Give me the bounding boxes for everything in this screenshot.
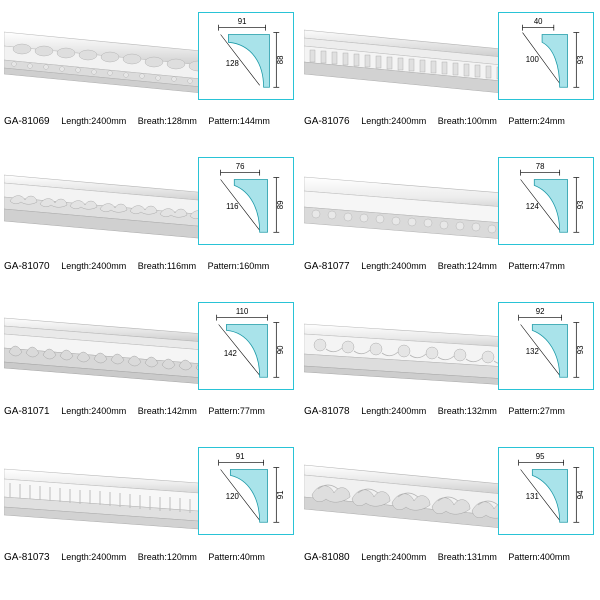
product-specs [61, 406, 274, 416]
product-cell [300, 290, 600, 435]
product-illustration [4, 153, 294, 261]
product-caption [4, 406, 296, 417]
profile-top-dim: 110 [235, 306, 249, 316]
profile-side-dim: 93 [576, 55, 586, 65]
profile-top-dim: 92 [535, 306, 545, 316]
profile-side-dim: 89 [276, 200, 286, 210]
spec-breath: Breath:120mm [137, 552, 197, 562]
profile-diagram [198, 302, 294, 390]
spec-breath: Breath:142mm [137, 406, 197, 416]
product-illustration [304, 298, 594, 406]
product-code: GA-81080 [304, 552, 350, 563]
profile-diagram [198, 157, 294, 245]
product-specs [361, 406, 574, 416]
product-code: GA-81071 [4, 406, 50, 417]
spec-pattern: Pattern:400mm [508, 552, 570, 562]
profile-top-dim: 95 [535, 451, 545, 461]
product-code: GA-81077 [304, 261, 350, 272]
product-cell [0, 0, 300, 145]
product-illustration [4, 443, 294, 551]
product-code: GA-81078 [304, 406, 350, 417]
product-cell [300, 0, 600, 145]
product-specs [61, 552, 274, 562]
spec-length: Length:2400mm [361, 552, 427, 562]
spec-breath: Breath:116mm [137, 261, 197, 271]
product-code: GA-81070 [4, 261, 50, 272]
product-specs [61, 116, 279, 126]
product-illustration [304, 443, 594, 551]
profile-face-dim: 132 [525, 346, 539, 356]
profile-diagram [498, 12, 594, 100]
profile-side-dim: 88 [276, 55, 286, 65]
product-code: GA-81073 [4, 552, 50, 563]
profile-diagram [498, 302, 594, 390]
spec-breath: Breath:131mm [437, 552, 497, 562]
spec-length: Length:2400mm [61, 406, 127, 416]
spec-pattern: Pattern:77mm [208, 406, 265, 416]
spec-pattern: Pattern:160mm [207, 261, 270, 271]
profile-diagram [498, 447, 594, 535]
product-illustration [4, 298, 294, 406]
spec-pattern: Pattern:144mm [208, 116, 270, 126]
spec-length: Length:2400mm [361, 116, 427, 126]
profile-top-dim: 78 [535, 161, 545, 171]
product-caption [4, 116, 296, 127]
profile-top-dim: 91 [235, 451, 245, 461]
profile-face-dim: 142 [223, 348, 237, 358]
product-caption [304, 261, 596, 272]
profile-face-dim: 120 [225, 491, 239, 501]
spec-length: Length:2400mm [61, 261, 127, 271]
spec-length: Length:2400mm [361, 406, 427, 416]
product-code: GA-81069 [4, 116, 50, 127]
product-cell [0, 435, 300, 585]
profile-diagram [198, 447, 294, 535]
profile-face-dim: 124 [525, 201, 539, 211]
profile-side-dim: 90 [276, 345, 286, 355]
product-illustration [304, 8, 594, 116]
profile-face-dim: 128 [225, 58, 239, 68]
product-cell [300, 145, 600, 290]
profile-top-dim: 76 [235, 161, 245, 171]
spec-pattern: Pattern:40mm [208, 552, 265, 562]
spec-pattern: Pattern:27mm [508, 406, 565, 416]
spec-pattern: Pattern:24mm [508, 116, 565, 126]
product-specs [361, 261, 574, 271]
spec-length: Length:2400mm [361, 261, 427, 271]
spec-length: Length:2400mm [61, 552, 127, 562]
spec-pattern: Pattern:47mm [508, 261, 565, 271]
spec-length: Length:2400mm [61, 116, 127, 126]
product-specs [61, 261, 278, 271]
profile-face-dim: 131 [525, 491, 539, 501]
product-caption [304, 406, 596, 417]
product-caption [4, 261, 296, 272]
product-cell [0, 145, 300, 290]
spec-breath: Breath:100mm [437, 116, 497, 126]
product-caption [304, 116, 596, 127]
profile-side-dim: 94 [576, 490, 586, 500]
product-specs [361, 552, 579, 562]
profile-face-dim: 116 [226, 201, 239, 211]
product-code: GA-81076 [304, 116, 350, 127]
product-specs [361, 116, 574, 126]
product-illustration [4, 8, 294, 116]
profile-diagram [198, 12, 294, 100]
profile-face-dim: 100 [525, 54, 539, 64]
product-cell [0, 290, 300, 435]
product-caption [4, 552, 296, 563]
spec-breath: Breath:124mm [437, 261, 497, 271]
profile-top-dim: 91 [237, 16, 247, 26]
profile-side-dim: 93 [576, 200, 586, 210]
profile-side-dim: 93 [576, 345, 586, 355]
product-cell [300, 435, 600, 585]
spec-breath: Breath:128mm [137, 116, 197, 126]
spec-breath: Breath:132mm [437, 406, 497, 416]
profile-diagram [498, 157, 594, 245]
product-illustration [304, 153, 594, 261]
profile-top-dim: 40 [533, 16, 543, 26]
product-caption [304, 552, 596, 563]
profile-side-dim: 91 [276, 490, 286, 500]
